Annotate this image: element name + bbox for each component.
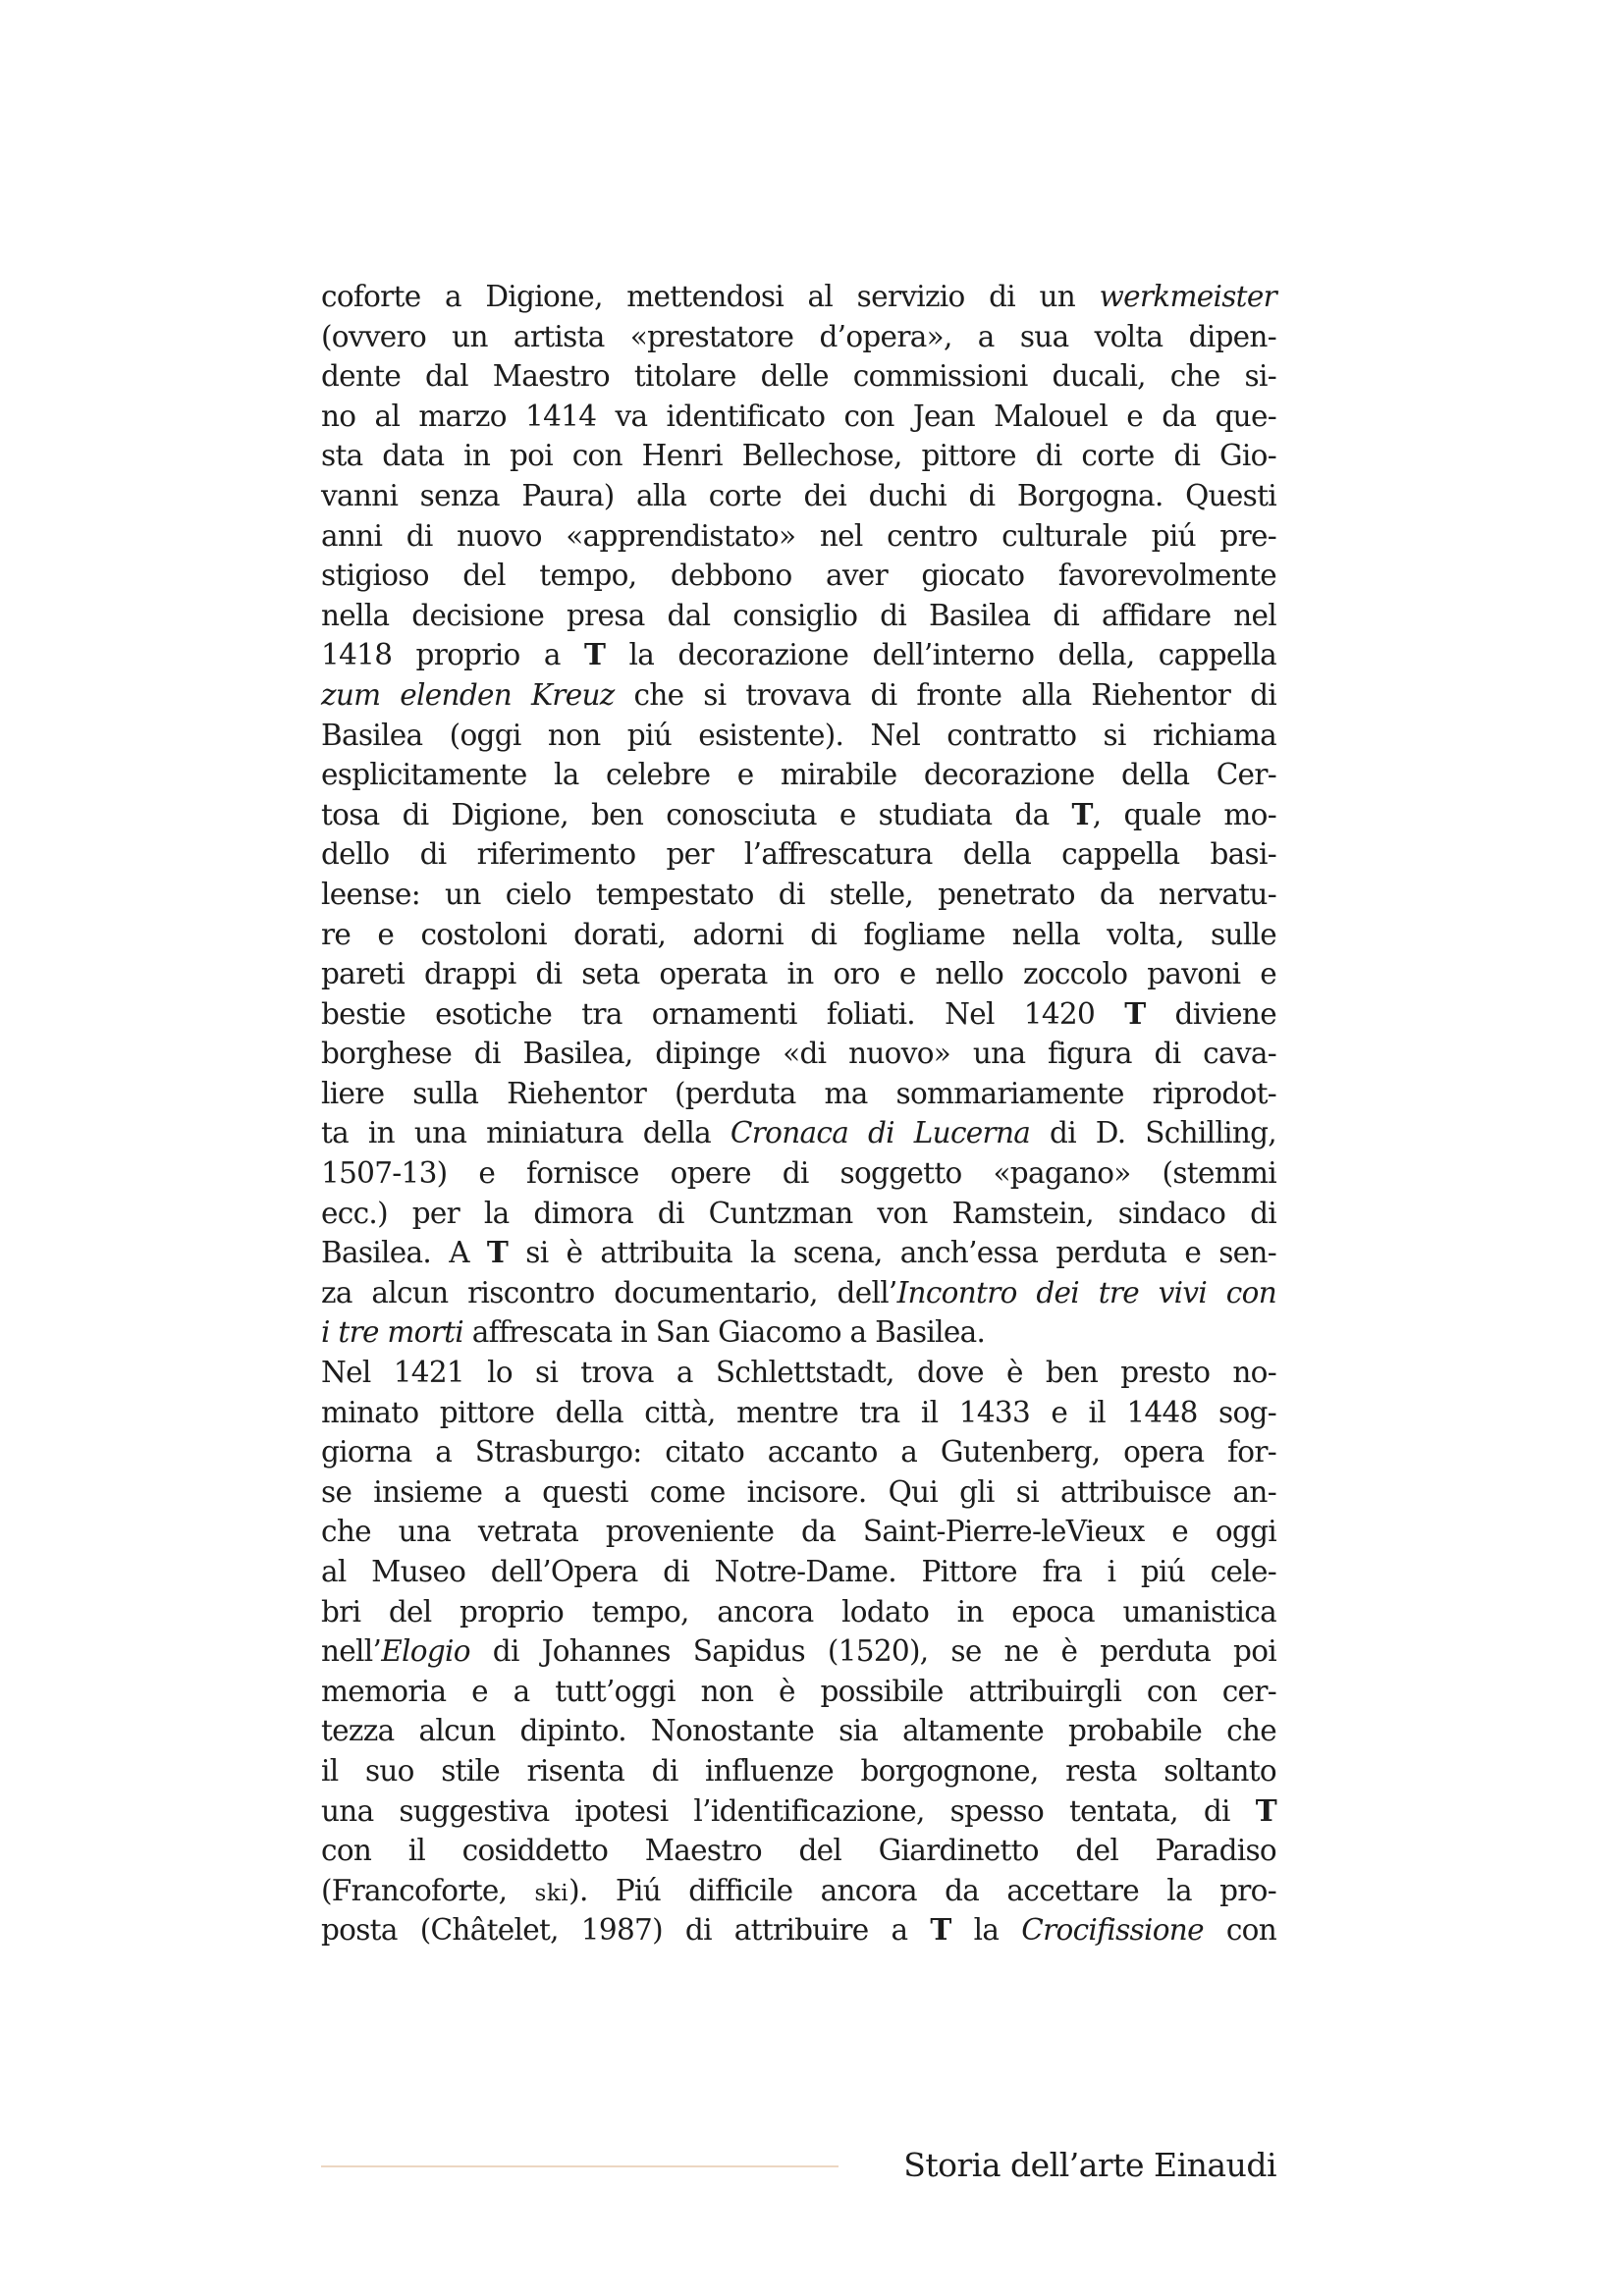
text-line [321,1034,1276,1074]
text-line [321,1153,1276,1194]
text-line [321,1273,1276,1313]
text-segment: bestie esotiche tra ornamenti foliati. Nel 1420 [321,996,1125,1031]
text-segment: T [930,1912,951,1948]
text-line [321,1353,1276,1393]
text-segment: ski [534,1880,569,1906]
text-line [321,915,1276,955]
text-segment: Nel 1421 lo si trova a Schlettstadt, dove è ben presto no- [321,1356,1276,1390]
text-line [321,436,1276,476]
text-segment: dello di riferimento per l’affrescatura della cappella basi- [321,837,1276,872]
text-segment: T [1124,995,1146,1031]
text-line [321,1074,1276,1114]
text-segment: che una vetrata proveniente da Saint-Pierre-leVieux e oggi [321,1515,1276,1549]
text-line [321,954,1276,994]
text-line [321,556,1276,596]
text-segment: nell’ [321,1634,382,1669]
text-segment: giorna a Strasburgo: citato accanto a Gutenberg, opera for- [321,1435,1276,1469]
text-segment: bri del proprio tempo, ancora lodato in epoca umanistica [321,1594,1276,1629]
text-segment: (Francoforte, [321,1873,535,1907]
text-segment: dente dal Maestro titolare delle commissioni ducali, che si- [321,359,1276,394]
text-line [321,1592,1276,1632]
text-segment: Basilea. A [321,1236,487,1270]
text-line [321,1393,1276,1433]
text-segment: Elogio [381,1634,470,1669]
text-segment: pareti drappi di seta operata in oro e nello zoccolo pavoni e [321,957,1276,991]
text-line [321,1233,1276,1273]
text-line [321,1432,1276,1472]
text-segment: zum elenden Kreuz [321,677,615,712]
text-segment: affrescata in San Giacomo a Basilea. [463,1315,986,1350]
text-segment: posta (Châtelet, 1987) di attribuire a [321,1913,931,1948]
text-segment: Crocifissione [1021,1913,1204,1948]
text-segment: con [1203,1913,1276,1948]
text-line [321,317,1276,357]
text-line [321,834,1276,875]
text-line [321,1791,1276,1832]
text-line [321,1512,1276,1552]
text-line [321,716,1276,756]
text-segment: minato pittore della città, mentre tra il 1433 e il 1448 sog- [321,1395,1276,1429]
text-line [321,1552,1276,1592]
text-line [321,875,1276,915]
text-line [321,476,1276,516]
text-segment: T [1071,796,1093,831]
text-segment: nella decisione presa dal consiglio di Basilea di affidare nel [321,598,1276,632]
text-line [321,1871,1276,1911]
text-segment: diviene [1145,996,1276,1031]
text-segment: sta data in poi con Henri Bellechose, pittore di corte di Gio- [321,439,1276,473]
text-line [321,356,1276,397]
text-line [321,1751,1276,1791]
text-segment: 1418 proprio a [321,638,584,672]
text-line [321,397,1276,437]
text-line [321,755,1276,795]
text-segment: i tre morti [321,1315,464,1350]
footer-rule [321,2165,839,2167]
text-segment: si è attribuita la scena, anch’essa perduta e sen- [508,1236,1276,1270]
text-segment: di Johannes Sapidus (1520), se ne è perduta poi [469,1634,1276,1669]
text-segment: coforte a Digione, mettendosi al servizio di un [321,280,1100,313]
text-segment: , quale mo- [1092,797,1277,831]
text-segment: di D. Schilling, [1030,1116,1276,1150]
text-line [321,516,1276,557]
text-segment: (ovvero un artista «prestatore d’opera», a sua volta dipen- [321,319,1276,353]
text-segment: leense: un cielo tempestato di stelle, penetrato da nervatu- [321,877,1276,911]
text-segment: tezza alcun dipinto. Nonostante sia altamente probabile che [321,1714,1276,1748]
text-segment: al Museo dell’Opera di Notre-Dame. Pittore fra i piú cele- [321,1555,1276,1588]
text-line [321,994,1276,1035]
text-segment: il suo stile risenta di influenze borgognone, resta soltanto [321,1753,1276,1788]
text-segment: anni di nuovo «apprendistato» nel centro culturale piú pre- [321,518,1276,553]
text-segment: Cronaca di Lucerna [730,1116,1031,1150]
text-segment: T [486,1235,509,1270]
text-segment: la [950,1913,1022,1948]
text-line [321,1831,1276,1871]
text-segment: con il cosiddetto Maestro del Giardinetto del Paradiso [321,1834,1276,1868]
text-segment: se insieme a questi come incisore. Qui gli si attribuisce an- [321,1474,1276,1509]
text-line [321,635,1276,675]
text-line [321,795,1276,835]
text-line [321,1113,1276,1153]
text-segment: la decorazione dell’interno della, cappella [605,638,1276,672]
text-line [321,1711,1276,1751]
text-line [321,1194,1276,1234]
text-segment: esplicitamente la celebre e mirabile decorazione della Cer- [321,758,1276,792]
text-segment: stigioso del tempo, debbono aver giocato favorevolmente [321,559,1276,593]
text-segment: no al marzo 1414 va identificato con Jean Malouel e da que- [321,399,1276,433]
text-segment: ta in una miniatura della [321,1116,730,1150]
text-segment: liere sulla Riehentor (perduta ma sommariamente riprodot- [321,1076,1276,1110]
text-segment: za alcun riscontro documentario, dell’ [321,1275,897,1309]
text-segment: Basilea (oggi non piú esistente). Nel contratto si richiama [321,718,1276,752]
text-line [321,1631,1276,1672]
text-segment: ecc.) per la dimora di Cuntzman von Ramstein, sindaco di [321,1196,1276,1230]
footer-title: Storia dell’arte Einaudi [903,2146,1276,2184]
text-segment: 1507-13) e fornisce opere di soggetto «pagano» (stemmi [321,1156,1276,1191]
text-segment: una suggestiva ipotesi l’identificazione, spesso tentata, di [321,1793,1256,1828]
text-segment: re e costoloni dorati, adorni di fogliame nella volta, sulle [321,917,1276,951]
body-text [321,277,1276,1950]
text-segment: memoria e a tutt’oggi non è possibile attribuirgli con cer- [321,1674,1276,1708]
text-segment: borghese di Basilea, dipinge «di nuovo» una figura di cava- [321,1037,1276,1071]
text-segment: T [584,637,606,672]
text-segment: tosa di Digione, ben conosciuta e studiata da [321,797,1072,831]
text-segment: T [1255,1792,1276,1828]
text-segment: Incontro dei tre vivi con [896,1275,1276,1309]
text-line [321,1910,1276,1950]
text-segment: vanni senza Paura) alla corte dei duchi di Borgogna. Questi [321,478,1276,512]
text-segment: werkmeister [1099,280,1276,313]
text-line [321,1672,1276,1712]
text-line [321,1472,1276,1513]
text-line [321,596,1276,636]
text-line [321,675,1276,716]
text-line [321,1312,1276,1353]
text-line [321,277,1276,317]
text-segment: ). Piú difficile ancora da accettare la pro- [568,1873,1276,1907]
text-segment: che si trovava di fronte alla Riehentor di [614,677,1277,712]
